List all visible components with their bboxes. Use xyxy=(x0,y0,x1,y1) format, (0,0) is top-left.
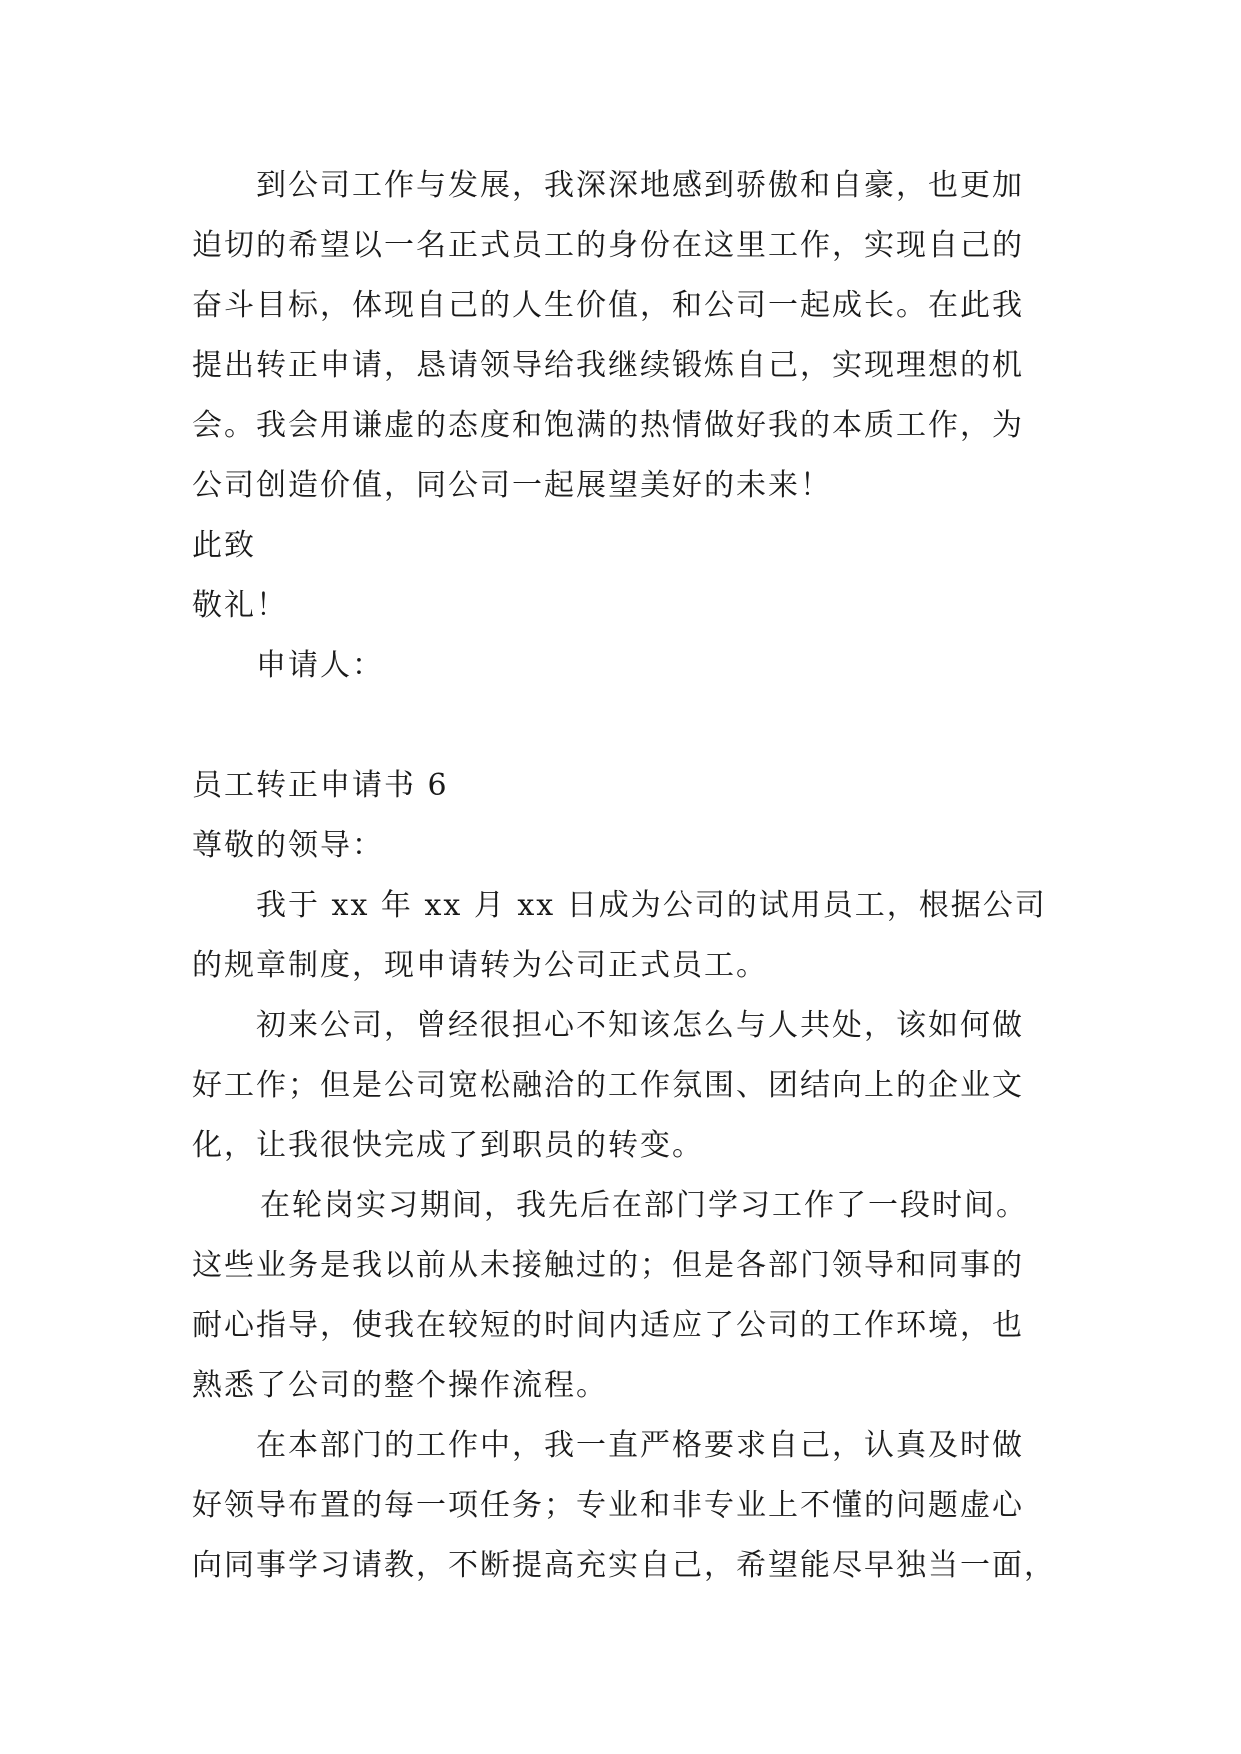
paragraph-line: 公司创造价值，同公司一起展望美好的未来！ xyxy=(192,468,832,503)
paragraph-line: 耐心指导，使我在较短的时间内适应了公司的工作环境，也 xyxy=(192,1308,1024,1343)
paragraph-line: 化，让我很快完成了到职员的转变。 xyxy=(192,1128,704,1163)
paragraph-line: 在轮岗实习期间，我先后在部门学习工作了一段时间。 xyxy=(260,1188,1028,1223)
greeting: 尊敬的领导： xyxy=(192,828,384,863)
paragraph-line: 迫切的希望以一名正式员工的身份在这里工作，实现自己的 xyxy=(192,228,1024,263)
paragraph-line: 熟悉了公司的整个操作流程。 xyxy=(192,1368,608,1403)
paragraph-line: 我于 xx 年 xx 月 xx 日成为公司的试用员工，根据公司 xyxy=(256,888,1047,923)
closing-phrase: 此致 xyxy=(192,528,256,563)
paragraph-line: 奋斗目标，体现自己的人生价值，和公司一起成长。在此我 xyxy=(192,288,1024,323)
paragraph-line: 这些业务是我以前从未接触过的；但是各部门领导和同事的 xyxy=(192,1248,1024,1283)
paragraph-line: 提出转正申请，恳请领导给我继续锻炼自己，实现理想的机 xyxy=(192,348,1024,383)
paragraph-line: 初来公司，曾经很担心不知该怎么与人共处，该如何做 xyxy=(256,1008,1024,1043)
section-title: 员工转正申请书 6 xyxy=(192,768,449,803)
paragraph-line: 到公司工作与发展，我深深地感到骄傲和自豪，也更加 xyxy=(256,168,1024,203)
paragraph-line: 的规章制度，现申请转为公司正式员工。 xyxy=(192,948,768,983)
applicant-label: 申请人： xyxy=(256,648,384,683)
paragraph-line: 向同事学习请教，不断提高充实自己，希望能尽早独当一面， xyxy=(192,1548,1056,1583)
paragraph-line: 好工作；但是公司宽松融洽的工作氛围、团结向上的企业文 xyxy=(192,1068,1024,1103)
salutation-regards: 敬礼！ xyxy=(192,588,288,623)
paragraph-line: 在本部门的工作中，我一直严格要求自己，认真及时做 xyxy=(256,1428,1024,1463)
paragraph-line: 会。我会用谦虚的态度和饱满的热情做好我的本质工作，为 xyxy=(192,408,1024,443)
paragraph-line: 好领导布置的每一项任务；专业和非专业上不懂的问题虚心 xyxy=(192,1488,1024,1523)
